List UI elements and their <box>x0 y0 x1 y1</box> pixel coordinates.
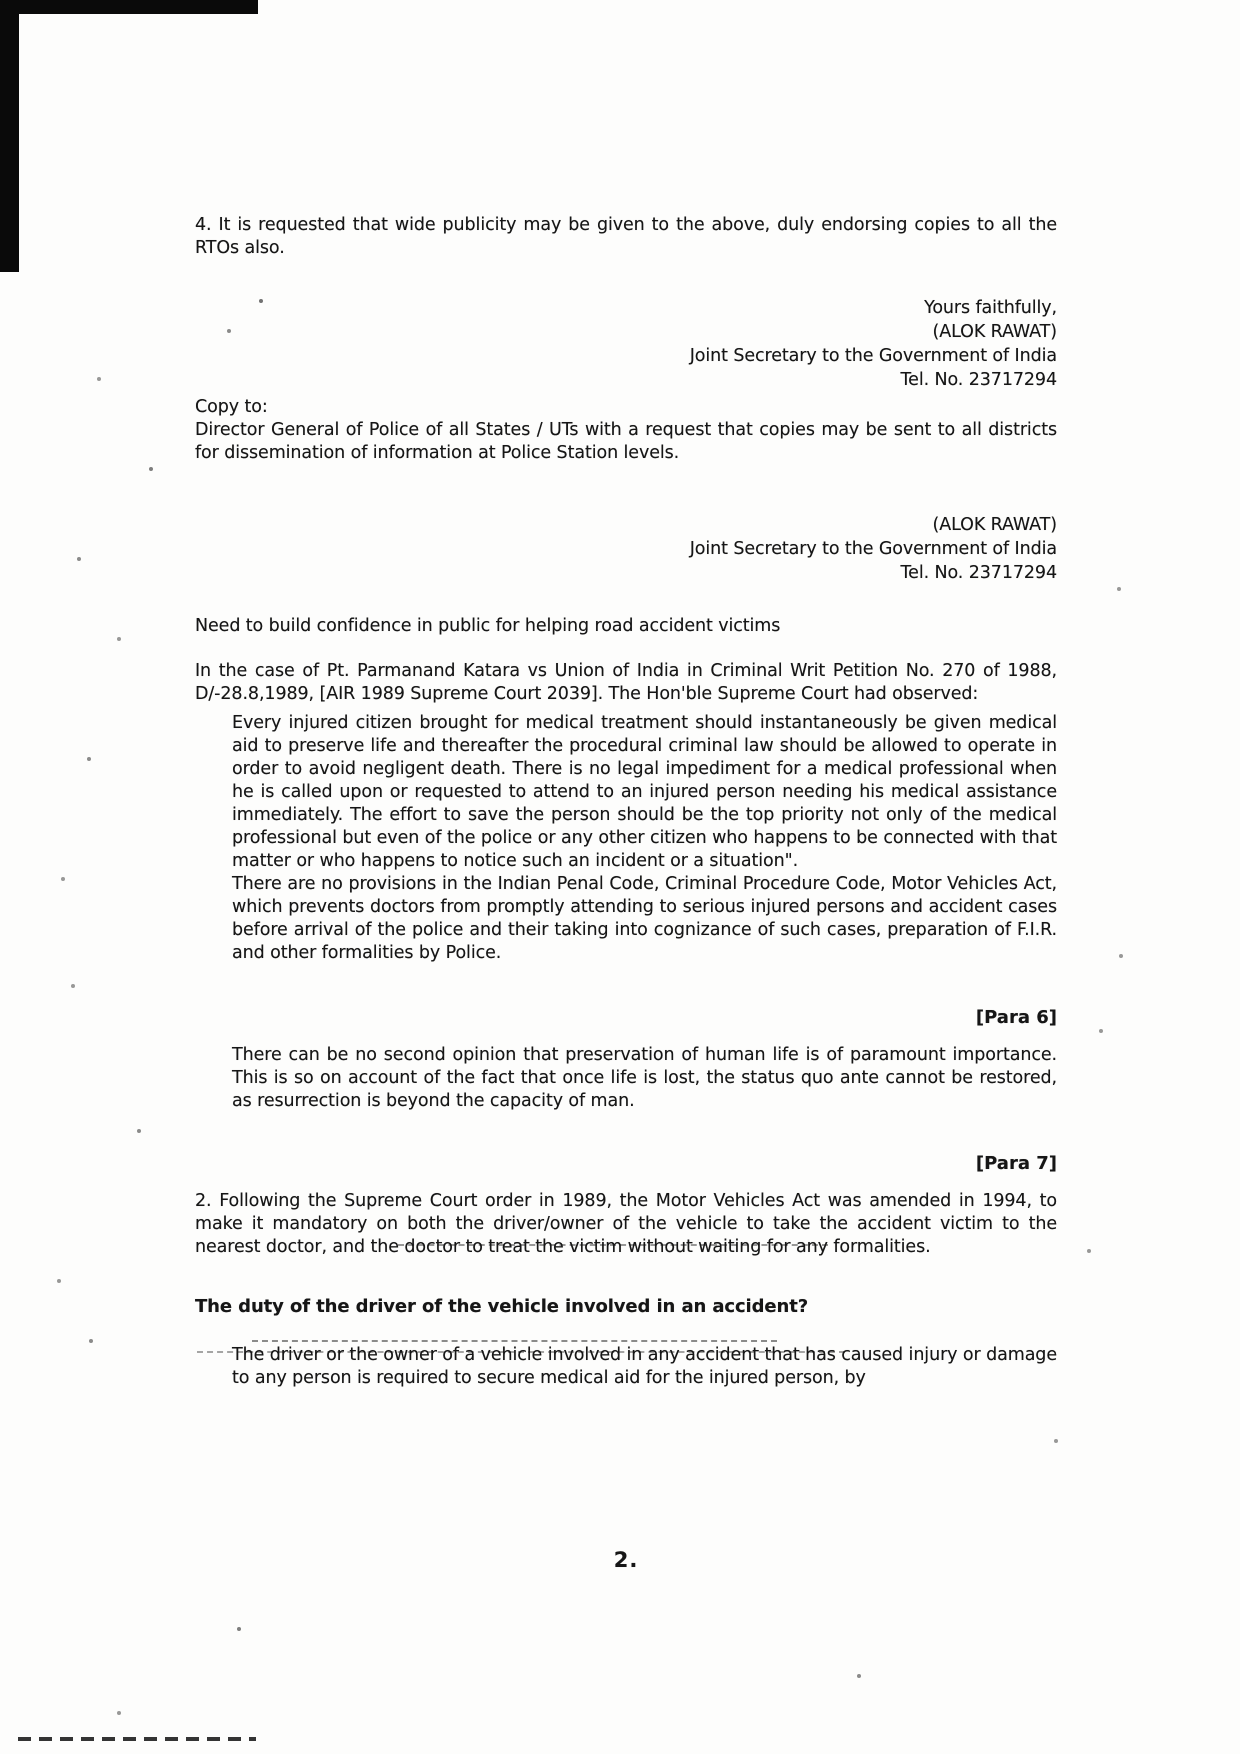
round-bullet-icon <box>195 1344 232 1390</box>
case-citation-paragraph: In the case of Pt. Parmanand Katara vs Union of India in Criminal Writ Petition No. 270 of 1988, D/-28.8,1989, [AIR 1989 Supreme Court 2039]. The Hon'ble Supreme Court had observed: <box>195 661 1057 704</box>
observations-list <box>195 712 1057 965</box>
copy-to-recipients: Director General of Police of all States / UTs with a request that copies may be sent to all districts for dissemination of information at Police Station levels. <box>195 420 1057 463</box>
square-bullet-icon <box>195 1044 232 1113</box>
subject-line: Need to build confidence in public for helping road accident victims <box>195 616 781 636</box>
observation-text: Every injured citizen brought for medical treatment should instantaneously be given medical aid to preserve life and thereafter the procedural criminal law should be allowed to operate in order to avoid negligent death. There is no legal impediment for a medical professional when he is called upon or requested to attend to an injured person needing his medical assistance immediately. The effort to save the person should be the top priority not only of the medical professional but even of the police or any other citizen who happens to be connected with that matter or who happens to notice such an incident or a situation". <box>232 713 1057 871</box>
document-body <box>195 214 1057 1572</box>
observation-text: There are no provisions in the Indian Penal Code, Criminal Procedure Code, Motor Vehicles Act, which prevents doctors from promptly attending to serious injured persons and accident cases before arrival of the police and their taking into cognizance of such cases, preparation of F.I.R. and other formalities by Police. <box>232 874 1057 963</box>
signature-block-1 <box>195 296 1057 392</box>
scan-artifact-left-bar <box>0 0 19 272</box>
square-bullet-icon <box>195 873 232 965</box>
list-item <box>195 712 1057 873</box>
signatory-name: (ALOK RAWAT) <box>932 322 1057 342</box>
signatory-telephone: Tel. No. 23717294 <box>900 370 1057 390</box>
duty-point-text: The driver or the owner of a vehicle involved in any accident that has caused injury or damage to any person is required to secure medical aid for the injured person, by <box>232 1345 1057 1388</box>
para-6-reference: [Para 6] <box>975 1007 1057 1028</box>
signature-block-2 <box>195 513 1057 585</box>
signatory-name: (ALOK RAWAT) <box>932 515 1057 535</box>
signatory-title: Joint Secretary to the Government of India <box>689 346 1057 366</box>
paragraph-2-amendment: 2. Following the Supreme Court order in 1989, the Motor Vehicles Act was amended in 1994, to make it mandatory on both the driver/owner of the vehicle to take the accident victim to the nearest doctor, and the doctor to treat the victim without waiting for any formalities. <box>195 1191 1057 1257</box>
copy-to-label: Copy to: <box>195 397 268 417</box>
para-7-reference: [Para 7] <box>975 1153 1057 1174</box>
page-number: 2. <box>613 1548 639 1572</box>
list-item <box>195 1344 1057 1390</box>
scan-artifact-bottom-dashes <box>18 1737 256 1741</box>
square-bullet-icon <box>195 712 232 873</box>
list-item <box>195 873 1057 965</box>
closing-line: Yours faithfully, <box>924 298 1057 318</box>
scan-artifact-top-bar <box>0 0 258 14</box>
duty-of-driver-heading: The duty of the driver of the vehicle involved in an accident? <box>195 1296 809 1317</box>
list-item <box>195 1044 1057 1113</box>
signatory-title: Joint Secretary to the Government of India <box>689 539 1057 559</box>
observation-text: There can be no second opinion that preservation of human life is of paramount importance. This is so on account of the fact that once life is lost, the status quo ante cannot be restored, as resurrection is beyond the capacity of man. <box>232 1045 1057 1111</box>
signatory-telephone: Tel. No. 23717294 <box>900 563 1057 583</box>
paragraph-4-publicity: 4. It is requested that wide publicity may be given to the above, duly endorsing copies to all the RTOs also. <box>195 215 1057 258</box>
